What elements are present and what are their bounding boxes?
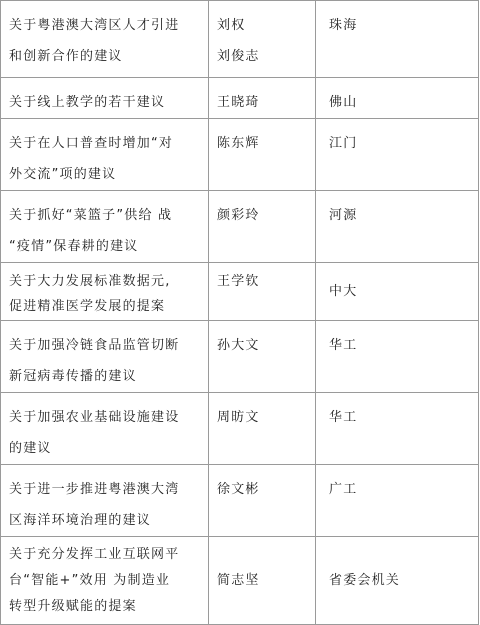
proposer-name: 王学钦 — [217, 274, 260, 289]
proposal-title-line: 区海洋环境治理的建议 — [9, 513, 152, 528]
proposer-cell — [209, 191, 316, 263]
proposal-title-line: 台“智能+”效用 为制造业 — [9, 573, 171, 588]
unit-cell — [316, 78, 479, 119]
table-row — [1, 321, 479, 393]
proposal-title-cell — [1, 263, 209, 321]
table-row — [1, 1, 479, 78]
table-row — [1, 191, 479, 263]
proposer-cell — [209, 393, 316, 465]
proposer-name: 孙大文 — [217, 338, 260, 353]
unit-name: 中大 — [329, 284, 358, 299]
unit-name: 华工 — [329, 338, 358, 353]
proposer-name: 王晓琦 — [217, 95, 260, 110]
proposal-title-cell — [1, 1, 209, 78]
proposal-title-line: 关于加强农业基础设施建设 — [9, 410, 180, 425]
unit-name: 华工 — [329, 410, 358, 425]
unit-name: 佛山 — [329, 95, 358, 110]
proposal-title-cell — [1, 393, 209, 465]
table-row — [1, 465, 479, 537]
unit-cell — [316, 393, 479, 465]
unit-name: 广工 — [329, 482, 358, 497]
proposal-title-line: 关于抓好“菜篮子”供给 战 — [9, 208, 173, 223]
proposer-name: 周昉文 — [217, 410, 260, 425]
unit-cell — [316, 263, 479, 321]
unit-name: 珠海 — [329, 18, 358, 33]
proposal-title-line: 和创新合作的建议 — [9, 49, 123, 64]
unit-cell — [316, 465, 479, 537]
proposer-cell — [209, 78, 316, 119]
unit-name: 河源 — [329, 208, 358, 223]
proposer-cell — [209, 465, 316, 537]
proposer-cell — [209, 321, 316, 393]
proposal-title-cell — [1, 78, 209, 119]
proposer-name: 徐文彬 — [217, 482, 260, 497]
table-row — [1, 537, 479, 625]
unit-name: 江门 — [329, 136, 358, 151]
proposer-name: 陈东辉 — [217, 136, 260, 151]
unit-cell — [316, 321, 479, 393]
proposal-title-line: 关于线上教学的若干建议 — [9, 95, 166, 110]
proposal-title-cell — [1, 537, 209, 625]
proposal-title-line: 关于加强冷链食品监管切断 — [9, 338, 180, 353]
proposal-title-line: 关于进一步推进粤港澳大湾 — [9, 482, 180, 497]
proposal-title-cell — [1, 465, 209, 537]
proposer-name: 刘权 — [217, 18, 246, 33]
unit-cell — [316, 1, 479, 78]
table-row — [1, 393, 479, 465]
proposal-title-line: 促进精准医学发展的提案 — [9, 299, 166, 314]
proposal-title-line: 外交流”项的建议 — [9, 167, 117, 182]
proposal-title-line: 关于在人口普查时增加“对 — [9, 136, 174, 151]
unit-cell — [316, 119, 479, 191]
unit-name: 省委会机关 — [329, 573, 401, 588]
proposal-title-cell — [1, 119, 209, 191]
proposer-cell — [209, 119, 316, 191]
proposer-cell — [209, 1, 316, 78]
proposer-cell — [209, 263, 316, 321]
proposal-title-line: 关于大力发展标准数据元, — [9, 274, 171, 289]
proposal-title-line: 关于粤港澳大湾区人才引进 — [9, 18, 180, 33]
proposer-name: 简志坚 — [217, 573, 260, 588]
proposal-title-line: “疫情”保春耕的建议 — [9, 239, 139, 254]
proposer-name: 刘俊志 — [217, 49, 260, 64]
proposer-name: 颜彩玲 — [217, 208, 260, 223]
proposer-cell — [209, 537, 316, 625]
unit-cell — [316, 191, 479, 263]
proposal-title-line: 的建议 — [9, 441, 52, 456]
proposal-title-line: 转型升级赋能的提案 — [9, 599, 137, 614]
table-row — [1, 119, 479, 191]
proposal-title-cell — [1, 191, 209, 263]
table-row — [1, 263, 479, 321]
proposal-title-cell — [1, 321, 209, 393]
proposal-title-line: 关于充分发挥工业互联网平 — [9, 547, 180, 562]
proposal-title-line: 新冠病毒传播的建议 — [9, 369, 137, 384]
table-row — [1, 78, 479, 119]
unit-cell — [316, 537, 479, 625]
